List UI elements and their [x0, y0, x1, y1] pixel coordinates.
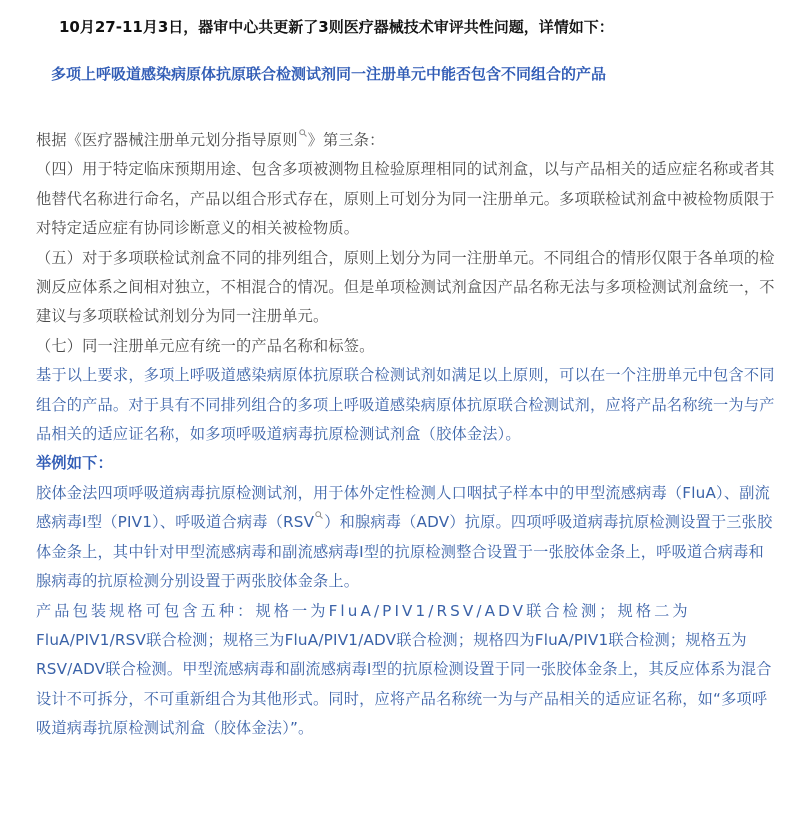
intro-text-start: 根据《医疗器械注册单元划分指导原则	[36, 131, 298, 149]
search-icon[interactable]	[315, 511, 323, 519]
search-icon[interactable]	[299, 129, 307, 137]
example-2-rest: FluA/PIV1/RSV联合检测；规格三为FluA/PIV1/ADV联合检测；规格四为FluA/PIV1联合检测；规格五为RSV/ADV联合检测。甲型流感病毒和副流感病毒I型的抗原检测设置于同一张胶体金条上，其反应体系为混合设计不可拆分，不可重新组合为其他形式。同时，应将产品名称统一为与产品相关的适应证名称，如“多项呼吸道病毒抗原检测试剂盒（胶体金法）”。	[36, 630, 772, 738]
clause-seven: （七）同一注册单元应有统一的产品名称和标签。	[36, 336, 375, 355]
clause-four: （四）用于特定临床预期用途、包含多项被测物且检验原理相同的试剂盒，以与产品相关的适应症名称或者其他替代名称进行命名，产品以组合形式存在，原则上可划分为同一注册单元。多项联检试剂盒中被检物质限于对特定适应症有协同诊断意义的相关被检物质。	[36, 160, 775, 238]
example-2-first-line: 产品包装规格可包含五种：规格一为FluA/PIV1/RSV/ADV联合检测；规格二为	[36, 601, 691, 620]
clause-five: （五）对于多项联检试剂盒不同的排列组合，原则上划分为同一注册单元。不同组合的情形仅限于各单项的检测反应体系之间相对独立，不相混合的情况。但是单项检测试剂盒因产品名称无法与多项检测试剂盒统一，不建议与多项联检试剂划分为同一注册单元。	[36, 248, 775, 326]
example-heading: 举例如下：	[36, 454, 113, 473]
conclusion-paragraph: 基于以上要求，多项上呼吸道感染病原体抗原联合检测试剂如满足以上原则，可以在一个注册单元中包含不同组合的产品。对于具有不同排列组合的多项上呼吸道感染病原体抗原联合检测试剂，应将产品名称统一为与产品相关的适应证名称，如多项呼吸道病毒抗原检测试剂盒（胶体金法）。	[36, 366, 775, 444]
article-body	[36, 126, 776, 744]
example-1-text-end: ）和腺病毒（ADV）抗原。四项呼吸道病毒抗原检测设置于三张胶体金条上，其中针对甲型流感病毒和副流感病毒I型的抗原检测整合设置于一张胶体金条上，呼吸道合病毒和腺病毒的抗原检测分别设置于两张胶体金条上。	[36, 513, 773, 591]
intro-text-end: 》第三条：	[307, 131, 385, 149]
question-title: 多项上呼吸道感染病原体抗原联合检测试剂同一注册单元中能否包含不同组合的产品	[51, 65, 607, 83]
example-paragraph-2	[36, 597, 776, 744]
example-paragraph-1	[36, 479, 776, 597]
example-1-text-start: 胶体金法四项呼吸道病毒抗原检测试剂，用于体外定性检测人口咽拭子样本中的甲型流感病毒（FluA）、副流感病毒I型（PIV1）、呼吸道合病毒（RSV	[36, 483, 770, 532]
page-headline: 10月27-11月3日，器审中心共更新了3则医疗器械技术审评共性问题，详情如下：	[59, 18, 614, 36]
intro-paragraph	[36, 126, 776, 155]
